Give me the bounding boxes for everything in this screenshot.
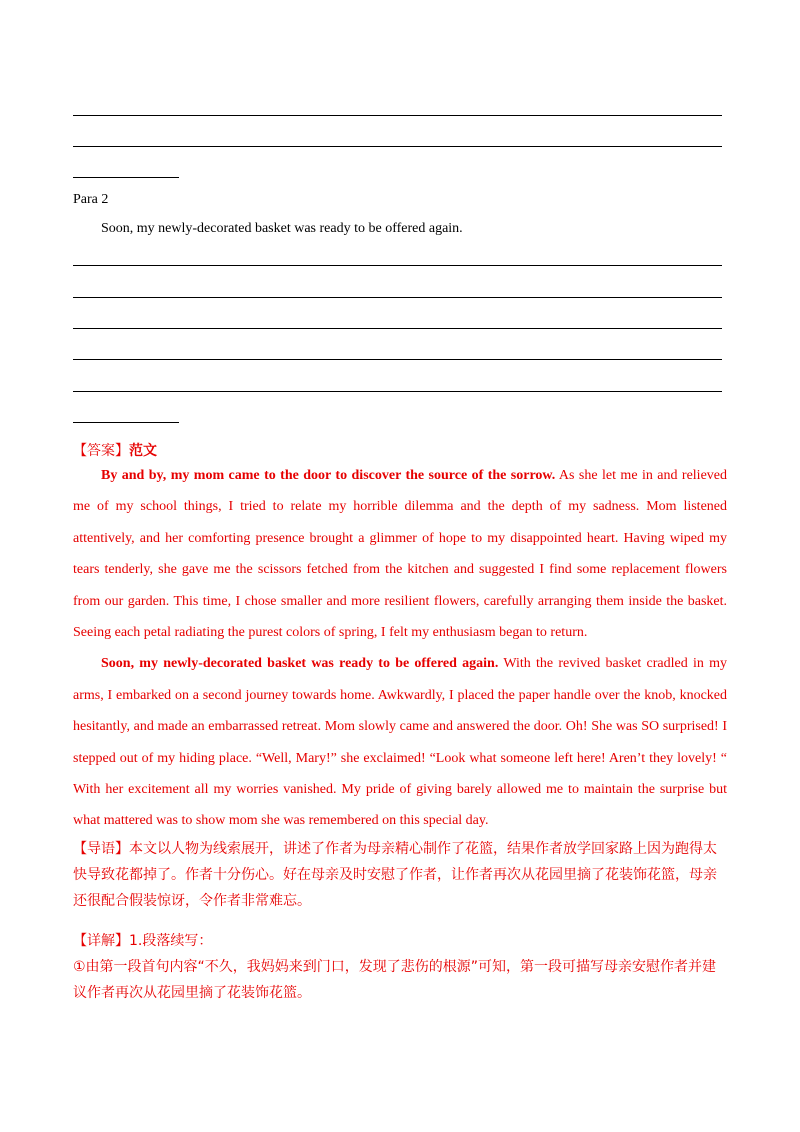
answer-title: 范文 bbox=[129, 443, 157, 459]
essay-paragraph-1 bbox=[73, 460, 727, 648]
guide-text: 【导语】本文以人物为线索展开，讲述了作者为母亲精心制作了花篮，结果作者放学回家路上因为跑得太快导致花都掉了。作者十分伤心。好在母亲及时安慰了作者，让作者再次从花园里摘了花装饰花篮，母亲还很配合假装惊讶，令作者非常难忘。 bbox=[73, 841, 717, 909]
detail-section bbox=[73, 928, 727, 1006]
essay-p2-body: With the revived basket cradled in my arms, I embarked on a second journey towards home. Awkwardly, I placed the paper handle over the knob, knocked hesitantly, and made an embarrassed retreat. Mom slowly came and answered the door. Oh! She was SO surprised! I stepped out of my hiding place. “Well, Mary!” she exclaimed! “Look what someone left here! Aren’t they lovely! “ With her excitement all my worries vanished. My pride of giving barely allowed me to maintain the surprise but what mattered was to show mom she was remembered on this special day. bbox=[73, 656, 727, 829]
writing-line-short bbox=[73, 177, 179, 178]
answer-bracket: 【答案】 bbox=[73, 443, 129, 459]
para2-prompt: Soon, my newly-decorated basket was ready to be offered again. bbox=[101, 221, 463, 236]
para2-label: Para 2 bbox=[73, 192, 109, 207]
essay-paragraph-2 bbox=[73, 648, 727, 836]
writing-line bbox=[73, 359, 722, 360]
model-essay bbox=[73, 460, 727, 837]
writing-line bbox=[73, 265, 722, 266]
essay-p2-lead: Soon, my newly-decorated basket was ready to be offered again. bbox=[101, 656, 499, 672]
writing-line bbox=[73, 146, 722, 147]
essay-p1-body: As she let me in and relieved me of my school things, I tried to relate my horrible dilemma and the depth of my sadness. Mom listened attentively, and her comforting presence brought a glimmer of hope to my disappointed heart. Having wiped my tears tenderly, she gave me the scissors fetched from the kitchen and suggested I find some replacement flowers from our garden. This time, I chose smaller and more resilient flowers, carefully arranging them inside the basket. Seeing each petal radiating the purest colors of spring, I felt my enthusiasm began to return. bbox=[73, 468, 728, 641]
writing-line bbox=[73, 391, 722, 392]
writing-line bbox=[73, 328, 722, 329]
detail-heading: 【详解】1.段落续写： bbox=[73, 933, 213, 949]
detail-item-1: ①由第一段首句内容“不久，我妈妈来到门口，发现了悲伤的根源”可知，第一段可描写母亲安慰作者并建议作者再次从花园里摘了花装饰花篮。 bbox=[73, 959, 717, 1001]
essay-p1-lead: By and by, my mom came to the door to discover the source of the sorrow. bbox=[101, 468, 556, 483]
writing-line bbox=[73, 115, 722, 116]
writing-line-short bbox=[73, 422, 179, 423]
writing-line bbox=[73, 297, 722, 298]
